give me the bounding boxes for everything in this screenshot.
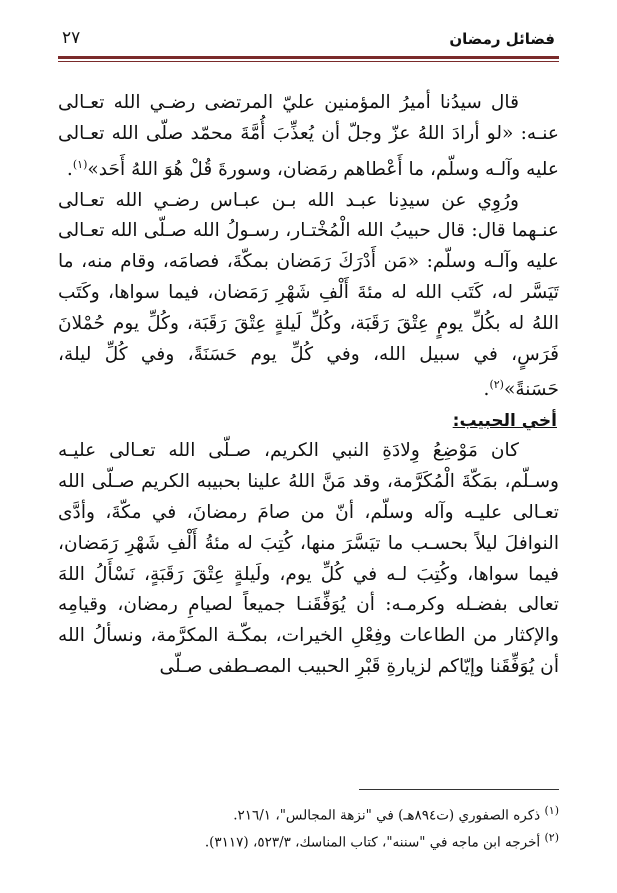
footnote-1: $^{(١)}$ ذكره الصفوري (ت٨٩٤هـ) في "نزهة المجالس"، ٢١٦/١. xyxy=(233,804,559,824)
page-number: ٢٧ xyxy=(62,28,81,48)
footnote-ref-2: (٢) xyxy=(489,378,504,392)
page-body xyxy=(58,88,559,683)
footnote-ref-1: (١) xyxy=(72,157,88,171)
paragraph-1: قال سيدُنا أميرُ المؤمنين عليّ المرتضى رضـي الله تعـالى عنـه: «لو أرادَ اللهُ عزّ وجلّ أن يُعذِّبَ أُمَّةَ محمّد صلّى الله تعـالى عليه وآلـه وسلّم، ما أَعْطاهم رمَضان، وسورةَ قُلْ هُوَ اللهُ أَحَد»$^{(١)}$. xyxy=(58,92,559,180)
section-heading: أخي الحبيب: xyxy=(452,411,557,432)
footnote-rule xyxy=(359,789,559,790)
header-rule-thin xyxy=(58,61,559,62)
book-title: فضائل رمضان xyxy=(449,30,555,48)
header-rule xyxy=(58,56,559,59)
footnote-2: $^{(٢)}$ أخرجه ابن ماجه في "سننه"، كتاب المناسك، ٥٢٣/٣، (٣١١٧). xyxy=(204,830,559,850)
footnotes xyxy=(58,800,559,853)
paragraph-3: كان مَوْضِعُ وِلادَةِ النبي الكريم، صـلّى الله تعـالى عليـه وسـلّم، بمَكّةَ الْمُكَرَّمة، وقد مَنَّ اللهُ علينا بحبيبه الكريم صـلّى الله تعـالى عليـه وآله وسلّم، أنّ من صامَ رمضانَ، في مكّةَ، وأدَّى النوافلَ ليلاً بحسـب ما تيَسَّرَ منها، كُتِبَ له مئةُ أَلْفِ شَهْرِ رَمَضان، فيما سواها، وكُتِبَ لـه في كُلِّ يوم، ولَيلةٍ عِتْقَ رَقَبَةٍ، نَسْأَلُ اللهَ تعالى بفضـله وكرمـه: أن يُوَفِّقَنـا جميعاً لصيامِ رمضان، وقيامِه والإكثار من الطاعات وفِعْلِ الخيرات، بمكّـة المكرَّمة، ونسألُ الله أن يُوَفِّقَنا وإيّاكم لزيارةِ قَبْرِ الحبيب المصـطفى صـلّى xyxy=(58,440,559,677)
paragraph-2: ورُوِي عن سيدِنا عبـد الله بـن عبـاس رضـي الله تعـالى عنـهما قال: قال حبيبُ الله الْمُخْتـار، رسـولُ الله صـلّى الله تعـالى عليه وآلـه وسلّم: «مَن أَدْرَكَ رَمَضان بمكّةَ، فصامَه، وقام منه، ما تَيَسَّر له، كَتَب الله له مئةَ أَلْفِ شَهْرِ رَمَضان، فيما سواها، وكَتَب اللهُ له بكُلِّ يومٍ عِتْقَ رَقَبَة، وكُلِّ لَيلةٍ عِتْقَ رَقَبَة، وكُلِّ يوم حُمْلانَ فَرَسٍ، في سبيل الله، وفي كُلِّ يوم حَسَنَةً، وفي كُلِّ ليلة، حَسَنةً»$^{(٢)}$. xyxy=(58,189,559,401)
running-header xyxy=(58,24,559,54)
